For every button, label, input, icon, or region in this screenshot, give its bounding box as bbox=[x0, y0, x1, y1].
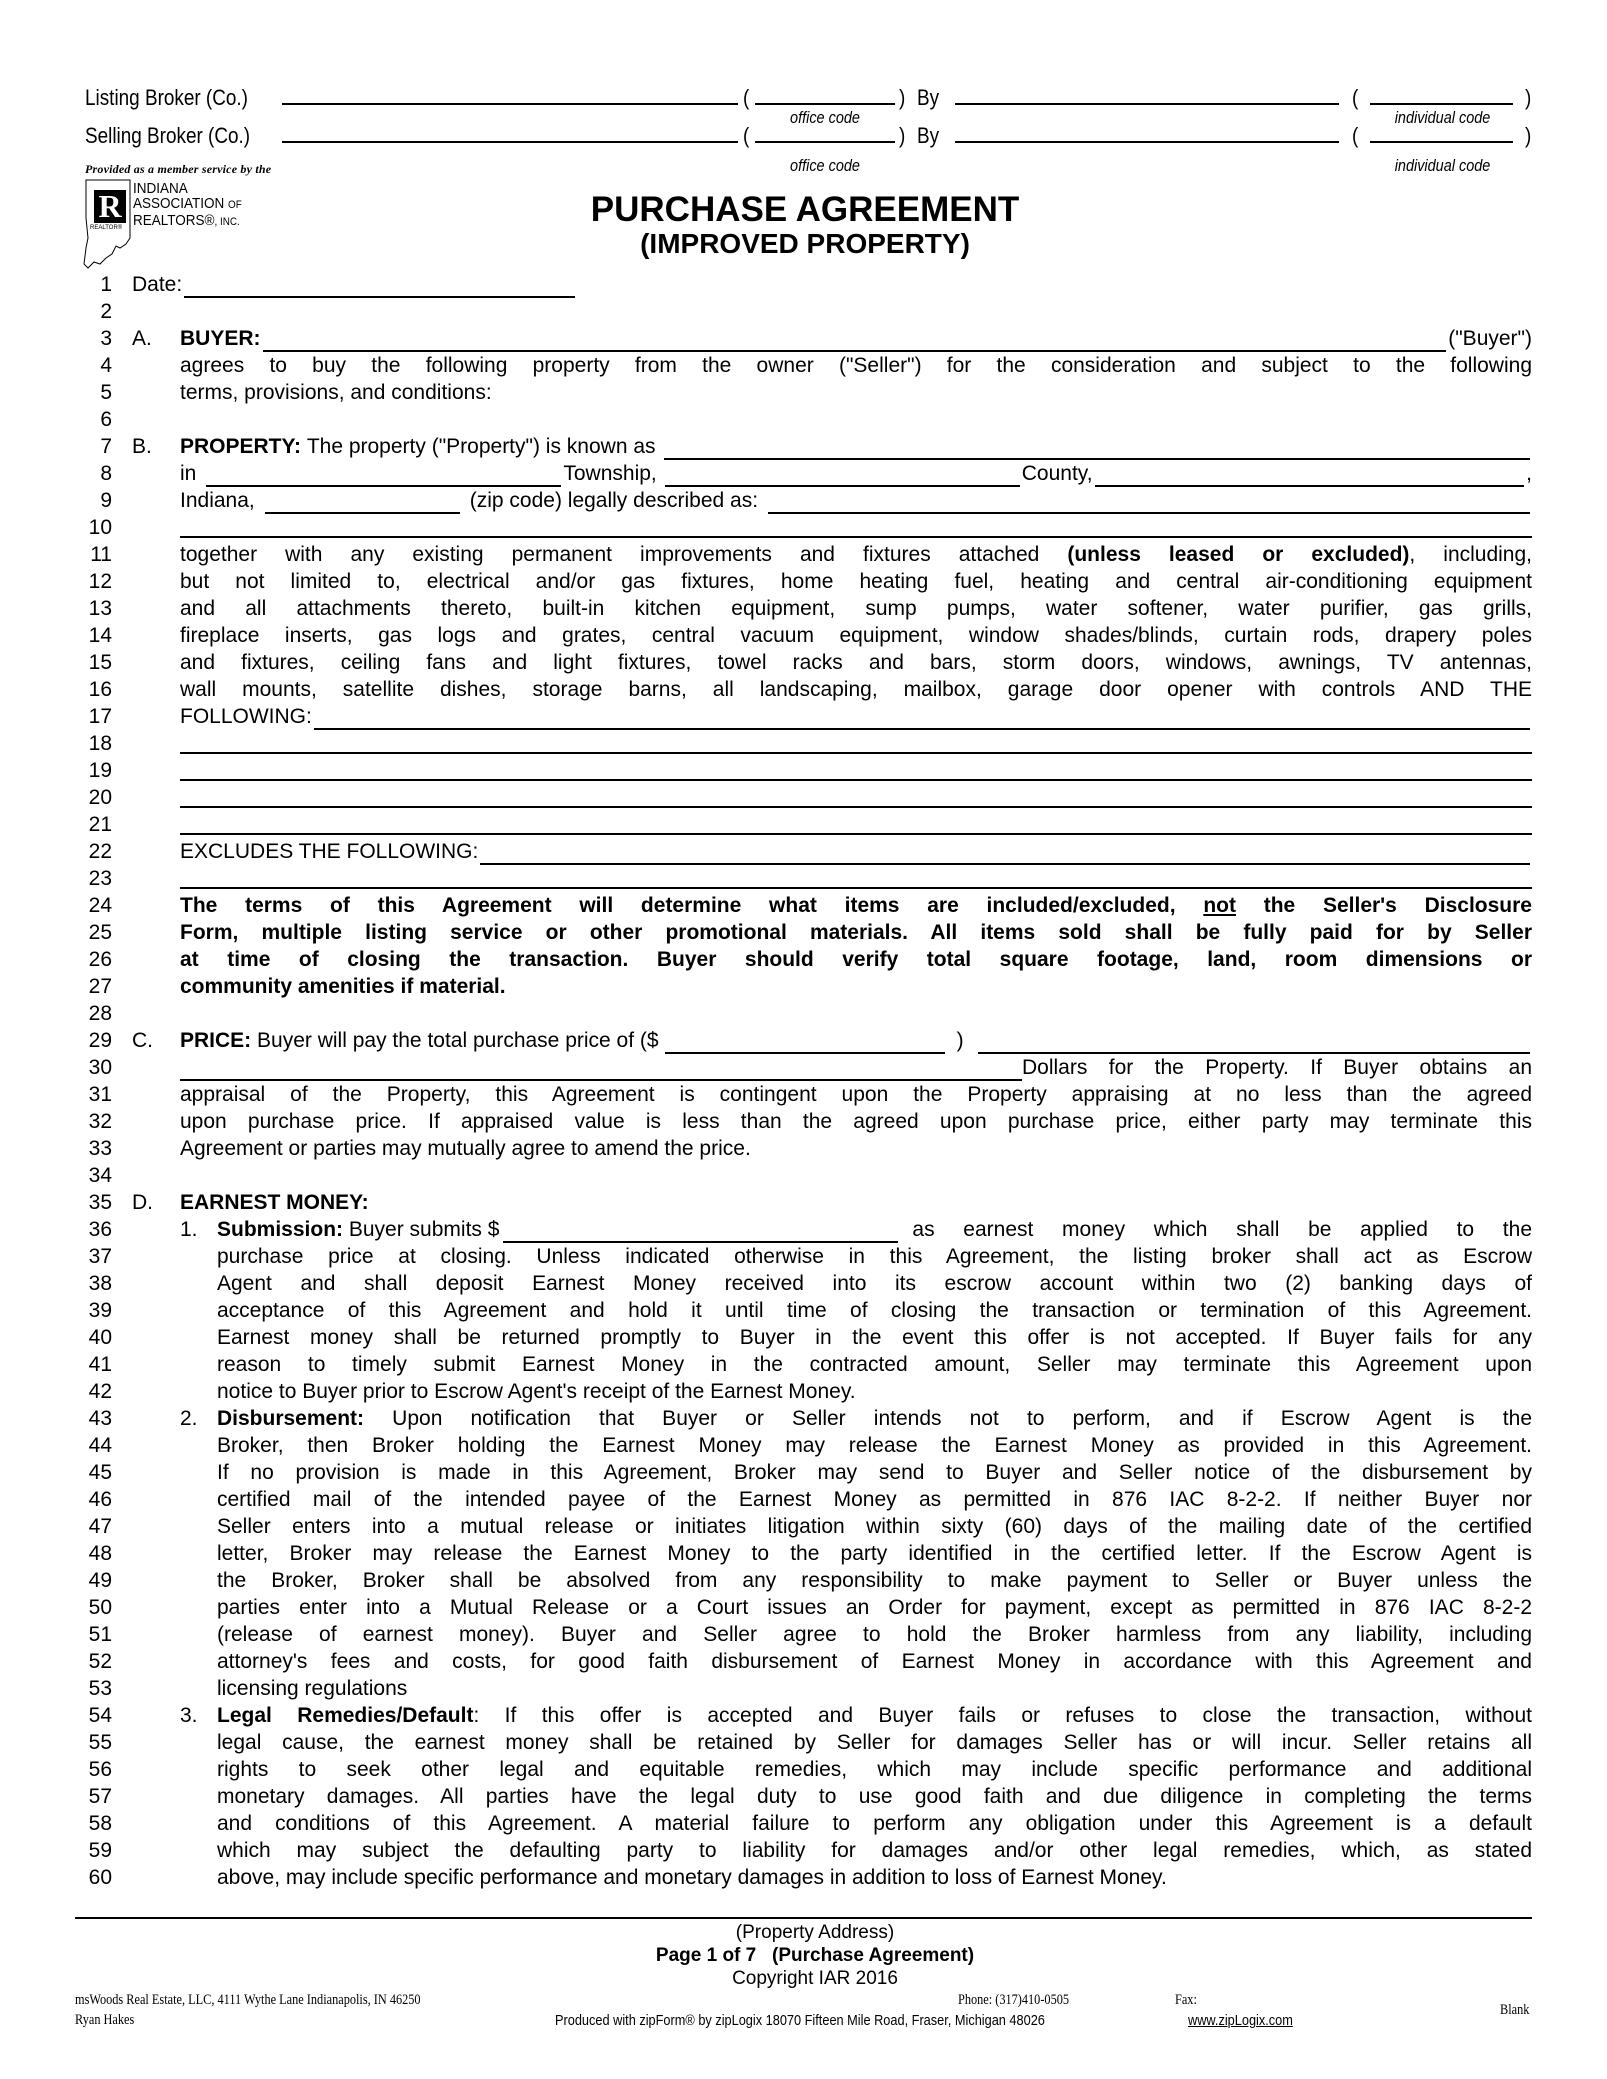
legal-description-field[interactable] bbox=[768, 492, 1530, 514]
body-line: parties enter into a Mutual Release or a Court issues an Order for payment, except as permitted in 876 IAC 8-2-2 bbox=[217, 1596, 1532, 1619]
price-heading: PRICE: bbox=[180, 1029, 252, 1052]
body-line: (release of earnest money). Buyer and Seller agree to hold the Broker harmless from any liability, including bbox=[217, 1623, 1532, 1646]
date-label: Date: bbox=[132, 273, 183, 296]
line-number: 13 bbox=[88, 597, 112, 620]
buyer-name-field[interactable] bbox=[263, 330, 1447, 352]
price-numeric-field[interactable] bbox=[665, 1032, 945, 1054]
property-row bbox=[180, 433, 1532, 460]
body-line: above, may include specific performance and monetary damages in addition to loss of Earnest Money. bbox=[217, 1866, 1167, 1889]
line-number: 23 bbox=[88, 867, 112, 890]
line-number: 11 bbox=[90, 543, 112, 566]
line-number: 45 bbox=[88, 1461, 112, 1484]
line-number: 20 bbox=[88, 786, 112, 809]
line-number: 2 bbox=[100, 300, 112, 323]
line-number: 46 bbox=[88, 1488, 112, 1511]
close-paren: ) bbox=[956, 1029, 964, 1052]
realtor-caption: REALTOR® bbox=[90, 225, 123, 231]
selling-agent-field[interactable] bbox=[955, 141, 1339, 143]
line-number: 4 bbox=[100, 354, 112, 377]
line-number: 29 bbox=[88, 1029, 112, 1052]
body-text: Dollars for the Property. If Buyer obtains an bbox=[1022, 1056, 1532, 1079]
in-label: in bbox=[180, 462, 197, 485]
logo-tagline: Provided as a member service by the bbox=[85, 162, 272, 176]
line-number: 3 bbox=[100, 327, 112, 350]
line-number: 9 bbox=[100, 489, 112, 512]
fax-number: Fax: bbox=[1175, 1992, 1197, 2008]
line-number: 51 bbox=[88, 1623, 112, 1646]
produced-by: Produced with zipForm® by zipLogix 18070 Fifteen Mile Road, Fraser, Michigan 48026 bbox=[555, 2012, 1045, 2029]
buyer-suffix: ("Buyer") bbox=[1448, 327, 1532, 350]
body-line: Earnest money shall be returned promptly to Buyer in the event this offer is not accepted. If Buyer fails for any bbox=[217, 1326, 1532, 1349]
earnest-money-amount-field[interactable] bbox=[503, 1221, 898, 1243]
line-number: 50 bbox=[88, 1596, 112, 1619]
line-number: 60 bbox=[88, 1866, 112, 1889]
excluded-items-field-2[interactable] bbox=[180, 887, 1532, 889]
brokerage-info: msWoods Real Estate, LLC, 4111 Wythe Lane Indianapolis, IN 46250 bbox=[75, 1992, 421, 2008]
earnest-money-heading: EARNEST MONEY: bbox=[180, 1191, 369, 1214]
line-number: 32 bbox=[88, 1110, 112, 1133]
line-number: 25 bbox=[88, 921, 112, 944]
section-d-letter: D. bbox=[132, 1191, 153, 1214]
line-number: 31 bbox=[88, 1083, 112, 1106]
body-line: If no provision is made in this Agreement, Broker may send to Buyer and Seller notice of the disbursement by bbox=[217, 1461, 1532, 1484]
section-a-letter: A. bbox=[132, 327, 152, 350]
body-line: legal cause, the earnest money shall be retained by Seller for damages Seller has or will incur. Seller retains all bbox=[217, 1731, 1532, 1754]
selling-individual-code-field[interactable] bbox=[1370, 141, 1513, 143]
body-line: which may subject the defaulting party to liability for damages and/or other legal remedies, which, as stated bbox=[217, 1839, 1532, 1862]
zip-code-field[interactable] bbox=[265, 492, 460, 514]
line-number: 15 bbox=[88, 651, 112, 674]
line-number: 6 bbox=[100, 408, 112, 431]
line-number: 40 bbox=[88, 1326, 112, 1349]
body-line: acceptance of this Agreement and hold it until time of closing the transaction or termination of this Agreement. bbox=[217, 1299, 1532, 1322]
ziplogix-link[interactable]: www.zipLogix.com bbox=[1188, 2012, 1293, 2029]
listing-agent-field[interactable] bbox=[955, 103, 1339, 105]
body-line: terms, provisions, and conditions: bbox=[180, 381, 492, 404]
listing-office-code-field[interactable] bbox=[755, 103, 895, 105]
line-number: 33 bbox=[88, 1137, 112, 1160]
body-line: and all attachments thereto, built-in kitchen equipment, sump pumps, water softener, water purifier, gas grills, bbox=[180, 597, 1532, 620]
body-line: Agent and shall deposit Earnest Money received into its escrow account within two (2) banking days of bbox=[217, 1272, 1532, 1295]
close-paren: ) bbox=[1525, 85, 1532, 110]
county-label: County, bbox=[1021, 462, 1093, 485]
body-line: rights to seek other legal and equitable remedies, which may include specific performance and additional bbox=[217, 1758, 1532, 1781]
included-items-field-2[interactable] bbox=[180, 752, 1532, 754]
excludes-row bbox=[180, 838, 1532, 865]
legal-description-field-2[interactable] bbox=[180, 536, 1532, 538]
page-subtitle: (IMPROVED PROPERTY) bbox=[640, 228, 970, 259]
legal-remedies-row: Legal Remedies/Default: If this offer is accepted and Buyer fails or refuses to close the transaction, without bbox=[217, 1704, 1532, 1727]
open-paren: ( bbox=[743, 85, 750, 110]
property-intro: The property ("Property") is known as bbox=[306, 435, 656, 458]
line-number: 48 bbox=[88, 1542, 112, 1565]
realtor-r-badge-icon: R bbox=[94, 190, 126, 223]
property-address-caption: (Property Address) bbox=[735, 1922, 895, 1943]
line-number: 56 bbox=[88, 1758, 112, 1781]
open-paren: ( bbox=[1352, 85, 1359, 110]
page-title: PURCHASE AGREEMENT bbox=[590, 190, 1020, 229]
submission-heading: Submission: bbox=[217, 1218, 344, 1241]
line-number: 19 bbox=[88, 759, 112, 782]
line-number: 24 bbox=[88, 894, 112, 917]
excludes-label: EXCLUDES THE FOLLOWING: bbox=[180, 840, 479, 863]
body-line: attorney's fees and costs, for good faith disbursement of Earnest Money in accordance with this Agreement and bbox=[217, 1650, 1532, 1673]
line-number: 36 bbox=[88, 1218, 112, 1241]
body-line: reason to timely submit Earnest Money in the contracted amount, Seller may terminate this Agreement upon bbox=[217, 1353, 1532, 1376]
agent-name: Ryan Hakes bbox=[75, 2012, 135, 2028]
line-number: 43 bbox=[88, 1407, 112, 1430]
body-line: agrees to buy the following property from the owner ("Seller") for the consideration and subject to the following bbox=[180, 354, 1532, 377]
submission-lead: Buyer submits $ bbox=[348, 1218, 500, 1241]
excluded-items-field[interactable] bbox=[480, 843, 1530, 865]
line-number: 14 bbox=[88, 624, 112, 647]
body-line: notice to Buyer prior to Escrow Agent's receipt of the Earnest Money. bbox=[217, 1380, 856, 1403]
body-line: appraisal of the Property, this Agreement is contingent upon the Property appraising at no less than the agreed bbox=[180, 1083, 1532, 1106]
body-line: wall mounts, satellite dishes, storage barns, all landscaping, mailbox, garage door opener with controls AND THE bbox=[180, 678, 1532, 701]
open-paren: ( bbox=[743, 123, 750, 148]
line-number: 22 bbox=[88, 840, 112, 863]
listing-broker-label: Listing Broker (Co.) bbox=[85, 85, 248, 110]
selling-broker-label: Selling Broker (Co.) bbox=[85, 123, 251, 148]
notice-line: The terms of this Agreement will determine what items are included/excluded, not the Seller's Disclosure bbox=[180, 894, 1532, 917]
included-items-field-4[interactable] bbox=[180, 806, 1532, 808]
section-c-letter: C. bbox=[132, 1029, 153, 1052]
item-number: 1. bbox=[180, 1218, 198, 1241]
form-status: Blank bbox=[1500, 2002, 1530, 2018]
line-number: 53 bbox=[88, 1677, 112, 1700]
property-address-field-footer[interactable] bbox=[75, 1917, 1532, 1919]
line-number: 55 bbox=[88, 1731, 112, 1754]
notice-line: community amenities if material. bbox=[180, 975, 506, 998]
line-number: 28 bbox=[88, 1002, 112, 1025]
township-field[interactable] bbox=[206, 465, 561, 487]
individual-code-caption: individual code bbox=[1394, 156, 1491, 175]
close-paren: ) bbox=[899, 123, 906, 148]
body-line: but not limited to, electrical and/or gas fixtures, home heating fuel, heating and central air-conditioning equipment bbox=[180, 570, 1532, 593]
property-heading: PROPERTY: bbox=[180, 435, 301, 458]
body-line: letter, Broker may release the Earnest Money to the party identified in the certified letter. If the Escrow Agent is bbox=[217, 1542, 1532, 1565]
body-line: upon purchase price. If appraised value is less than the agreed upon purchase price, either party may terminate this bbox=[180, 1110, 1532, 1133]
logo-wordmark: INDIANA ASSOCIATION OF REALTORS®, INC. bbox=[133, 180, 242, 229]
line-number: 57 bbox=[88, 1785, 112, 1808]
line-number: 1 bbox=[100, 273, 112, 296]
comma: , bbox=[1526, 462, 1532, 485]
zip-label: (zip code) legally described as: bbox=[469, 489, 759, 512]
line-number: 34 bbox=[88, 1164, 112, 1187]
selling-office-code-field[interactable] bbox=[755, 141, 895, 143]
property-address-field[interactable] bbox=[664, 438, 1530, 460]
date-row bbox=[132, 271, 577, 298]
date-field[interactable] bbox=[184, 276, 575, 298]
body-line: certified mail of the intended payee of the Earnest Money as permitted in 876 IAC 8-2-2. If neither Buyer nor bbox=[217, 1488, 1532, 1511]
line-number: 54 bbox=[88, 1704, 112, 1727]
county-field[interactable] bbox=[665, 465, 1020, 487]
price-row bbox=[180, 1027, 1532, 1054]
by-label: By bbox=[917, 123, 940, 148]
price-words-field-2[interactable] bbox=[180, 1059, 1022, 1081]
township-label: Township, bbox=[563, 462, 657, 485]
body-line: monetary damages. All parties have the legal duty to use good faith and due diligence in completing the terms bbox=[217, 1785, 1532, 1808]
body-line: the Broker, Broker shall be absolved from any responsibility to make payment to Seller or Buyer unless the bbox=[217, 1569, 1532, 1592]
office-code-caption: office code bbox=[790, 156, 860, 175]
line-number: 27 bbox=[88, 975, 112, 998]
legal-description-row bbox=[180, 487, 1532, 514]
copyright: Copyright IAR 2016 bbox=[732, 1968, 898, 1989]
buyer-row bbox=[180, 325, 1532, 352]
line-number: 58 bbox=[88, 1812, 112, 1835]
included-items-field[interactable] bbox=[314, 708, 1530, 730]
body-line: licensing regulations bbox=[217, 1677, 408, 1700]
by-label: By bbox=[917, 85, 940, 110]
line-number: 47 bbox=[88, 1515, 112, 1538]
line-number: 10 bbox=[88, 516, 112, 539]
price-intro: Buyer will pay the total purchase price of ($ bbox=[257, 1029, 659, 1052]
body-line: together with any existing permanent improvements and fixtures attached (unless leased or excluded), including, bbox=[180, 543, 1533, 566]
line-number: 38 bbox=[88, 1272, 112, 1295]
line-number: 8 bbox=[100, 462, 112, 485]
open-paren: ( bbox=[1352, 123, 1359, 148]
line-number: 21 bbox=[88, 813, 112, 836]
line-number: 42 bbox=[88, 1380, 112, 1403]
line-number: 59 bbox=[88, 1839, 112, 1862]
body-line: and fixtures, ceiling fans and light fixtures, towel racks and bars, storm doors, windows, awnings, TV antennas, bbox=[180, 651, 1532, 674]
indiana-label: Indiana, bbox=[180, 489, 255, 512]
item-number: 2. bbox=[180, 1407, 198, 1430]
body-line: Broker, then Broker holding the Earnest Money may release the Earnest Money as provided in this Agreement. bbox=[217, 1434, 1532, 1457]
line-number: 44 bbox=[88, 1434, 112, 1457]
includes-row bbox=[180, 703, 1532, 730]
included-items-field-3[interactable] bbox=[180, 779, 1532, 781]
line-number: 39 bbox=[88, 1299, 112, 1322]
body-line: Seller enters into a mutual release or initiates litigation within sixty (60) days of the mailing date of the certified bbox=[217, 1515, 1532, 1538]
phone-number: Phone: (317)410-0505 bbox=[958, 1992, 1070, 2008]
line-number: 12 bbox=[88, 570, 112, 593]
body-line: and conditions of this Agreement. A material failure to perform any obligation under this Agreement is a default bbox=[217, 1812, 1532, 1835]
line-number: 18 bbox=[88, 732, 112, 755]
following-label: FOLLOWING: bbox=[180, 705, 312, 728]
buyer-heading: BUYER: bbox=[180, 327, 261, 350]
body-line: purchase price at closing. Unless indicated otherwise in this Agreement, the listing broker shall act as Escrow bbox=[217, 1245, 1532, 1268]
body-line: fireplace inserts, gas logs and grates, central vacuum equipment, window shades/blinds, curtain rods, drapery poles bbox=[180, 624, 1532, 647]
state-field[interactable] bbox=[1095, 465, 1525, 487]
notice-line: at time of closing the transaction. Buyer should verify total square footage, land, room dimensions or bbox=[180, 948, 1532, 971]
line-number: 41 bbox=[88, 1353, 112, 1376]
property-location-row bbox=[180, 460, 1532, 487]
price-words-field[interactable] bbox=[978, 1032, 1530, 1054]
listing-individual-code-field[interactable] bbox=[1370, 103, 1513, 105]
selling-broker-field[interactable] bbox=[282, 141, 738, 143]
line-number: 35 bbox=[88, 1191, 112, 1214]
included-items-field-5[interactable] bbox=[180, 833, 1532, 835]
body-line: Agreement or parties may mutually agree to amend the price. bbox=[180, 1137, 751, 1160]
notice-line: Form, multiple listing service or other promotional materials. All items sold shall be fully paid for by Seller bbox=[180, 921, 1532, 944]
line-number: 26 bbox=[88, 948, 112, 971]
line-number: 30 bbox=[88, 1056, 112, 1079]
line-number: 49 bbox=[88, 1569, 112, 1592]
line-number: 17 bbox=[88, 705, 112, 728]
line-number: 52 bbox=[88, 1650, 112, 1673]
line-number: 5 bbox=[100, 381, 112, 404]
line-number: 16 bbox=[88, 678, 112, 701]
disbursement-row: Disbursement: Upon notification that Buyer or Seller intends not to perform, and if Escrow Agent is the bbox=[217, 1407, 1533, 1430]
line-number: 7 bbox=[100, 435, 112, 458]
listing-broker-field[interactable] bbox=[282, 103, 738, 105]
section-b-letter: B. bbox=[132, 435, 152, 458]
close-paren: ) bbox=[1525, 123, 1532, 148]
office-code-caption: office code bbox=[790, 108, 860, 127]
page-indicator: Page 1 of 7 (Purchase Agreement) bbox=[655, 1945, 975, 1966]
submission-row: Submission: Buyer submits $ as earnest money which shall be applied to the bbox=[217, 1218, 1532, 1241]
price-words-row bbox=[180, 1054, 1532, 1081]
item-number: 3. bbox=[180, 1704, 198, 1727]
close-paren: ) bbox=[899, 85, 906, 110]
individual-code-caption: individual code bbox=[1394, 108, 1491, 127]
line-number: 37 bbox=[88, 1245, 112, 1268]
